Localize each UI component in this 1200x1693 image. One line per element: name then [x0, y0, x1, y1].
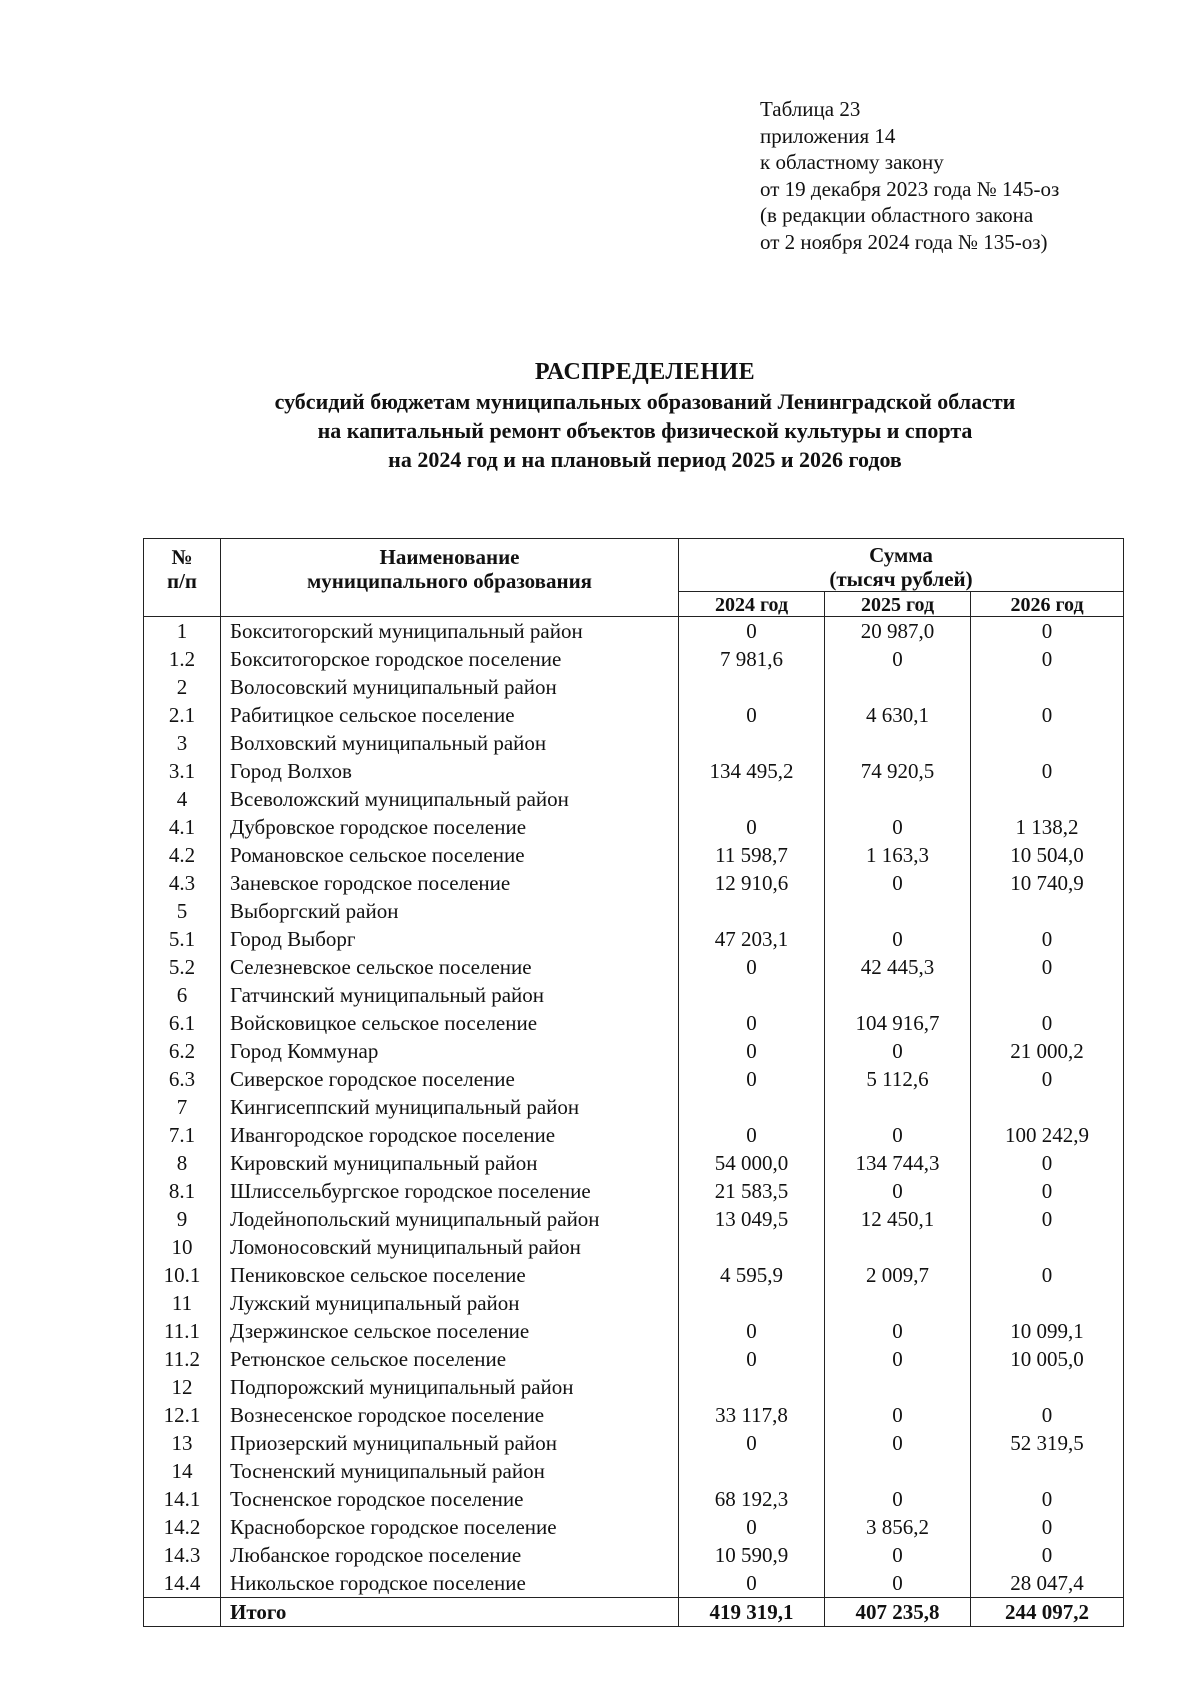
header-line: Таблица 23 [760, 97, 861, 121]
row-value-2026: 0 [971, 1401, 1124, 1429]
row-value-2025: 20 987,0 [825, 617, 971, 646]
row-number: 7 [144, 1093, 221, 1121]
table-row [144, 701, 1124, 729]
row-value-2024: 134 495,2 [679, 757, 825, 785]
row-value-2025: 0 [825, 925, 971, 953]
row-value-2025: 134 744,3 [825, 1149, 971, 1177]
row-value-2024 [679, 1457, 825, 1485]
row-value-2025: 1 163,3 [825, 841, 971, 869]
table-row [144, 1149, 1124, 1177]
row-value-2026: 0 [971, 1149, 1124, 1177]
row-name: Ивангородское городское поселение [221, 1121, 679, 1149]
row-value-2026: 52 319,5 [971, 1429, 1124, 1457]
row-value-2026: 0 [971, 1513, 1124, 1541]
row-value-2026: 0 [971, 1261, 1124, 1289]
header-sum-line2: (тысяч рублей) [829, 567, 973, 591]
row-value-2025: 0 [825, 1121, 971, 1149]
distribution-table [143, 538, 1124, 1627]
table-row [144, 1569, 1124, 1598]
table-row [144, 785, 1124, 813]
title-main: РАСПРЕДЕЛЕНИЕ [534, 359, 756, 385]
row-value-2026 [971, 1289, 1124, 1317]
row-number: 12.1 [144, 1401, 221, 1429]
row-value-2024: 0 [679, 953, 825, 981]
table-row [144, 1093, 1124, 1121]
table-row [144, 1233, 1124, 1261]
row-number: 14.1 [144, 1485, 221, 1513]
table-row [144, 953, 1124, 981]
row-name: Ретюнское сельское поселение [221, 1345, 679, 1373]
row-value-2026 [971, 1457, 1124, 1485]
header-number-line2: п/п [166, 569, 198, 593]
row-value-2026 [971, 673, 1124, 701]
table-row [144, 1177, 1124, 1205]
table-row [144, 645, 1124, 673]
row-number: 10.1 [144, 1261, 221, 1289]
row-value-2024: 0 [679, 1345, 825, 1373]
row-value-2024: 12 910,6 [679, 869, 825, 897]
row-value-2024 [679, 1233, 825, 1261]
row-number: 1.2 [144, 645, 221, 673]
row-number: 10 [144, 1233, 221, 1261]
row-value-2026 [971, 897, 1124, 925]
header-line: (в редакции областного закона [760, 203, 1034, 227]
header-year-2025: 2025 год [825, 592, 971, 617]
row-value-2026: 0 [971, 757, 1124, 785]
table-row [144, 1513, 1124, 1541]
row-name: Бокситогорское городское поселение [221, 645, 679, 673]
header-line: к областному закону [760, 150, 944, 174]
total-label: Итого [221, 1598, 679, 1627]
row-number: 5.1 [144, 925, 221, 953]
row-value-2026: 0 [971, 645, 1124, 673]
row-name: Кировский муниципальный район [221, 1149, 679, 1177]
table-row [144, 981, 1124, 1009]
row-value-2024: 0 [679, 1065, 825, 1093]
row-value-2026: 28 047,4 [971, 1569, 1124, 1598]
row-name: Волосовский муниципальный район [221, 673, 679, 701]
row-value-2025: 0 [825, 1569, 971, 1598]
row-value-2024: 0 [679, 701, 825, 729]
row-name: Всеволожский муниципальный район [221, 785, 679, 813]
row-name: Пениковское сельское поселение [221, 1261, 679, 1289]
row-name: Тосненский муниципальный район [221, 1457, 679, 1485]
row-number: 3.1 [144, 757, 221, 785]
row-number: 3 [144, 729, 221, 757]
row-name: Романовское сельское поселение [221, 841, 679, 869]
table-row [144, 1205, 1124, 1233]
row-value-2024: 0 [679, 1009, 825, 1037]
row-value-2026: 0 [971, 1009, 1124, 1037]
header-year-2026: 2026 год [971, 592, 1124, 617]
row-number: 14.4 [144, 1569, 221, 1598]
row-value-2025: 2 009,7 [825, 1261, 971, 1289]
table-row [144, 1121, 1124, 1149]
table-row [144, 1429, 1124, 1457]
table-row [144, 1541, 1124, 1569]
header-name-line2: муниципального образования [306, 569, 593, 593]
row-value-2026: 0 [971, 617, 1124, 646]
row-name: Волховский муниципальный район [221, 729, 679, 757]
row-name: Шлиссельбургское городское поселение [221, 1177, 679, 1205]
row-value-2026 [971, 1093, 1124, 1121]
table-row [144, 1261, 1124, 1289]
row-number: 6.3 [144, 1065, 221, 1093]
row-value-2025: 0 [825, 1429, 971, 1457]
title-line: на капитальный ремонт объектов физической культуры и спорта [317, 418, 973, 443]
row-number: 6.2 [144, 1037, 221, 1065]
row-name: Лужский муниципальный район [221, 1289, 679, 1317]
row-value-2026: 10 099,1 [971, 1317, 1124, 1345]
row-value-2026 [971, 1233, 1124, 1261]
row-name: Город Выборг [221, 925, 679, 953]
row-number: 8 [144, 1149, 221, 1177]
header-line: приложения 14 [760, 123, 896, 148]
header-number-line1: № [171, 545, 193, 569]
row-value-2024: 0 [679, 1317, 825, 1345]
row-name: Приозерский муниципальный район [221, 1429, 679, 1457]
row-value-2024 [679, 1093, 825, 1121]
row-number: 14 [144, 1457, 221, 1485]
row-value-2025 [825, 1373, 971, 1401]
header-sum [679, 539, 1124, 592]
table-row [144, 1485, 1124, 1513]
row-number: 11.2 [144, 1345, 221, 1373]
row-number: 7.1 [144, 1121, 221, 1149]
row-number: 1 [144, 617, 221, 646]
row-number: 13 [144, 1429, 221, 1457]
row-number: 4.3 [144, 869, 221, 897]
row-value-2026: 0 [971, 953, 1124, 981]
row-name: Никольское городское поселение [221, 1569, 679, 1598]
row-name: Сиверское городское поселение [221, 1065, 679, 1093]
row-value-2025: 0 [825, 1037, 971, 1065]
row-value-2024: 13 049,5 [679, 1205, 825, 1233]
row-value-2025: 4 630,1 [825, 701, 971, 729]
row-value-2025 [825, 897, 971, 925]
table-row [144, 617, 1124, 646]
row-value-2024 [679, 981, 825, 1009]
row-value-2025: 104 916,7 [825, 1009, 971, 1037]
row-value-2024: 33 117,8 [679, 1401, 825, 1429]
row-value-2024: 0 [679, 1429, 825, 1457]
row-value-2026: 21 000,2 [971, 1037, 1124, 1065]
row-name: Лодейнопольский муниципальный район [221, 1205, 679, 1233]
row-value-2025: 0 [825, 1401, 971, 1429]
row-name: Кингисеппский муниципальный район [221, 1093, 679, 1121]
header-line: от 2 ноября 2024 года № 135-оз) [760, 229, 1048, 254]
row-number: 6.1 [144, 1009, 221, 1037]
row-value-2025: 0 [825, 813, 971, 841]
row-value-2026 [971, 1373, 1124, 1401]
row-value-2024: 0 [679, 1569, 825, 1598]
row-number: 5.2 [144, 953, 221, 981]
table-row [144, 1457, 1124, 1485]
title-line: на 2024 год и на плановый период 2025 и 2026 годов [388, 447, 902, 472]
row-value-2025 [825, 1233, 971, 1261]
row-value-2024: 4 595,9 [679, 1261, 825, 1289]
row-value-2025: 3 856,2 [825, 1513, 971, 1541]
table-row [144, 1289, 1124, 1317]
row-value-2025 [825, 785, 971, 813]
row-name: Войсковицкое сельское поселение [221, 1009, 679, 1037]
row-number: 11.1 [144, 1317, 221, 1345]
row-number: 2 [144, 673, 221, 701]
row-name: Тосненское городское поселение [221, 1485, 679, 1513]
row-value-2024 [679, 1289, 825, 1317]
row-value-2024 [679, 785, 825, 813]
row-value-2026: 0 [971, 925, 1124, 953]
row-value-2024: 7 981,6 [679, 645, 825, 673]
row-value-2026: 0 [971, 701, 1124, 729]
row-number: 4.2 [144, 841, 221, 869]
row-value-2025: 5 112,6 [825, 1065, 971, 1093]
document-title [130, 357, 1160, 474]
row-value-2026: 10 005,0 [971, 1345, 1124, 1373]
header-year-2024: 2024 год [679, 592, 825, 617]
row-value-2024: 0 [679, 813, 825, 841]
table-row [144, 1037, 1124, 1065]
table-row [144, 1373, 1124, 1401]
row-value-2024: 68 192,3 [679, 1485, 825, 1513]
row-name: Заневское городское поселение [221, 869, 679, 897]
row-value-2024: 10 590,9 [679, 1541, 825, 1569]
row-value-2025: 42 445,3 [825, 953, 971, 981]
row-name: Дубровское городское поселение [221, 813, 679, 841]
total-value-2026: 244 097,2 [971, 1598, 1124, 1627]
total-value-2024: 419 319,1 [679, 1598, 825, 1627]
row-value-2024: 54 000,0 [679, 1149, 825, 1177]
row-name: Вознесенское городское поселение [221, 1401, 679, 1429]
header-name [221, 539, 679, 617]
row-name: Красноборское городское поселение [221, 1513, 679, 1541]
row-value-2026: 1 138,2 [971, 813, 1124, 841]
row-number: 2.1 [144, 701, 221, 729]
row-value-2026: 0 [971, 1541, 1124, 1569]
row-value-2025: 0 [825, 1177, 971, 1205]
row-name: Дзержинское сельское поселение [221, 1317, 679, 1345]
row-value-2026 [971, 981, 1124, 1009]
row-value-2024: 0 [679, 1121, 825, 1149]
row-value-2026: 0 [971, 1065, 1124, 1093]
row-value-2024: 0 [679, 1037, 825, 1065]
document-header [760, 96, 1059, 255]
row-name: Бокситогорский муниципальный район [221, 617, 679, 646]
header-sum-line1: Сумма [869, 543, 933, 567]
row-name: Подпорожский муниципальный район [221, 1373, 679, 1401]
table-body [144, 617, 1124, 1627]
row-value-2025 [825, 673, 971, 701]
row-value-2026: 0 [971, 1177, 1124, 1205]
row-value-2024: 21 583,5 [679, 1177, 825, 1205]
table-row [144, 729, 1124, 757]
row-name: Гатчинский муниципальный район [221, 981, 679, 1009]
row-value-2024 [679, 673, 825, 701]
row-value-2025: 0 [825, 869, 971, 897]
row-value-2025 [825, 729, 971, 757]
total-row [144, 1598, 1124, 1627]
row-value-2024 [679, 1373, 825, 1401]
row-value-2025: 12 450,1 [825, 1205, 971, 1233]
row-value-2024 [679, 729, 825, 757]
row-value-2025 [825, 1457, 971, 1485]
row-value-2024: 0 [679, 1513, 825, 1541]
row-value-2026 [971, 729, 1124, 757]
row-number: 4.1 [144, 813, 221, 841]
row-number: 12 [144, 1373, 221, 1401]
row-number: 5 [144, 897, 221, 925]
row-name: Город Коммунар [221, 1037, 679, 1065]
row-value-2026: 10 740,9 [971, 869, 1124, 897]
table-row [144, 813, 1124, 841]
total-value-2025: 407 235,8 [825, 1598, 971, 1627]
row-number: 14.3 [144, 1541, 221, 1569]
row-value-2024: 0 [679, 617, 825, 646]
row-value-2026: 0 [971, 1205, 1124, 1233]
row-number: 6 [144, 981, 221, 1009]
title-line: субсидий бюджетам муниципальных образований Ленинградской области [274, 389, 1016, 414]
table-row [144, 1345, 1124, 1373]
row-name: Город Волхов [221, 757, 679, 785]
row-value-2026: 100 242,9 [971, 1121, 1124, 1149]
row-value-2024: 11 598,7 [679, 841, 825, 869]
table-row [144, 673, 1124, 701]
row-value-2025: 0 [825, 1317, 971, 1345]
row-value-2025: 0 [825, 1485, 971, 1513]
row-number: 11 [144, 1289, 221, 1317]
row-name: Выборгский район [221, 897, 679, 925]
row-value-2025: 74 920,5 [825, 757, 971, 785]
table-row [144, 897, 1124, 925]
row-name: Ломоносовский муниципальный район [221, 1233, 679, 1261]
row-number: 14.2 [144, 1513, 221, 1541]
row-number: 4 [144, 785, 221, 813]
table-row [144, 757, 1124, 785]
row-value-2024 [679, 897, 825, 925]
row-number: 9 [144, 1205, 221, 1233]
table-row [144, 841, 1124, 869]
header-number [144, 539, 221, 617]
row-value-2026: 0 [971, 1485, 1124, 1513]
row-value-2025: 0 [825, 645, 971, 673]
table-row [144, 1009, 1124, 1037]
table-row [144, 1317, 1124, 1345]
table-row [144, 1401, 1124, 1429]
row-value-2026: 10 504,0 [971, 841, 1124, 869]
total-number-cell [144, 1598, 221, 1627]
table-row [144, 1065, 1124, 1093]
row-value-2025 [825, 1093, 971, 1121]
header-line: от 19 декабря 2023 года № 145-оз [760, 176, 1060, 201]
row-name: Рабитицкое сельское поселение [221, 701, 679, 729]
row-value-2024: 47 203,1 [679, 925, 825, 953]
row-value-2026 [971, 785, 1124, 813]
row-value-2025: 0 [825, 1541, 971, 1569]
table-row [144, 869, 1124, 897]
header-name-line1: Наименование [379, 545, 520, 569]
row-value-2025 [825, 981, 971, 1009]
row-name: Любанское городское поселение [221, 1541, 679, 1569]
row-value-2025: 0 [825, 1345, 971, 1373]
row-name: Селезневское сельское поселение [221, 953, 679, 981]
row-value-2025 [825, 1289, 971, 1317]
table-row [144, 925, 1124, 953]
row-number: 8.1 [144, 1177, 221, 1205]
